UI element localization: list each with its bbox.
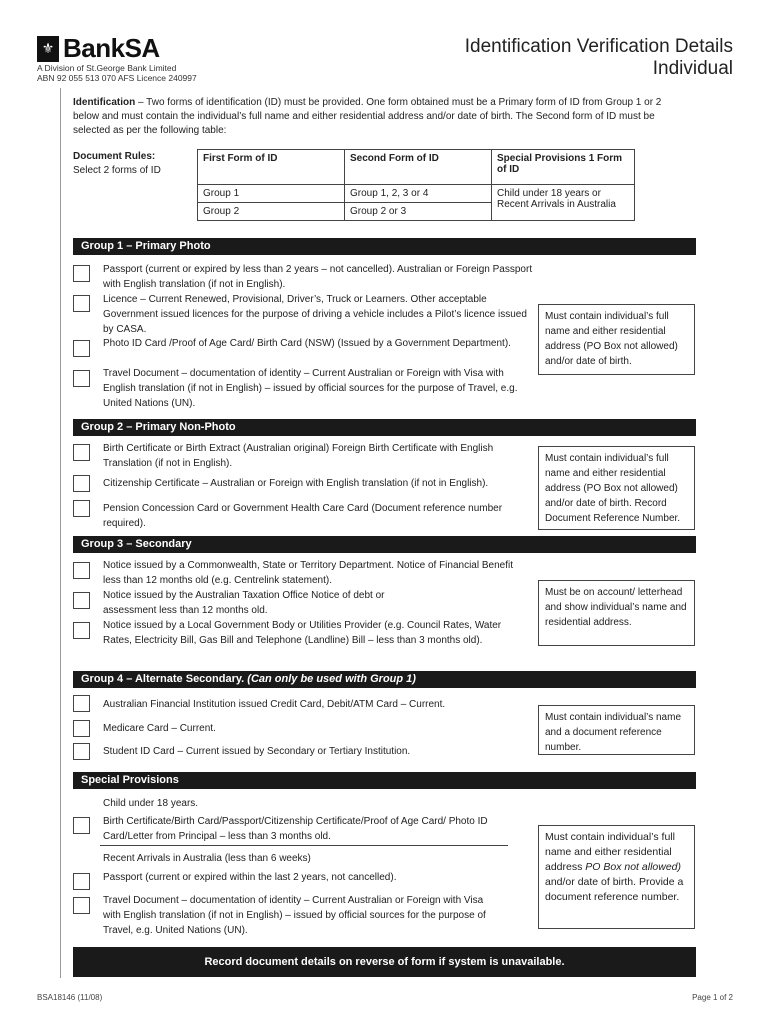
group4-item-medicare: Medicare Card – Current.: [103, 723, 216, 734]
group4-item-student-id: Student ID Card – Current issued by Secondary or Tertiary Institution.: [103, 746, 411, 757]
group1-checkbox-photo-id[interactable]: [73, 340, 90, 357]
group4-header: [73, 671, 696, 688]
record-bar: Record document details on reverse of form if system is unavailable.: [73, 947, 696, 977]
group2-checkbox-pension[interactable]: [73, 500, 90, 517]
group3-item-commonwealth: Notice issued by a Commonwealth, State or Territory Department. Notice of Financial Benefit less than 12 months old (e.g. Centrelink statement).: [103, 560, 513, 586]
rules-label: Document Rules:: [73, 151, 156, 162]
division-text: A Division of St.George Bank Limited: [37, 63, 177, 73]
special-heading-arrivals: Recent Arrivals in Australia (less than 6 weeks): [103, 853, 311, 864]
group4-title-note: (Can only be used with Group 1): [247, 673, 416, 685]
title-line-1: Identification Verification Details: [464, 36, 733, 57]
group1-header: Group 1 – Primary Photo: [73, 238, 696, 255]
group3-item-local-gov: Notice issued by a Local Government Body or Utilities Provider (e.g. Council Rates, Water Rates, Electricity Bill, Gas Bill and Telephone (Landline) Bill – less than 3 months old).: [103, 620, 502, 646]
group4-checkbox-credit-card[interactable]: [73, 695, 90, 712]
intro-paragraph: [73, 96, 663, 138]
rules-table: [197, 149, 635, 221]
special-note-c: and/or date of birth. Provide a document reference number.: [545, 876, 684, 903]
group1-item-passport: Passport (current or expired by less than 2 years – not cancelled). Australian or Foreign Passport with English translation (if not in English).: [103, 264, 533, 290]
special-item-passport: Passport (current or expired within the last 2 years, not cancelled).: [103, 872, 397, 883]
rules-header-first: First Form of ID: [198, 150, 345, 185]
group3-note: Must be on account/ letterhead and show individual’s name and residential address.: [538, 580, 695, 646]
banksa-emblem-icon: ⚜: [37, 36, 59, 62]
group2-checkbox-citizenship[interactable]: [73, 475, 90, 492]
brand-logo: [37, 33, 160, 64]
special-item-travel: Travel Document – documentation of identity – Current Australian or Foreign with Visa with English translation (if not in English) – issued by official sources for the purpose of Travel, e.g. United Nations (UN).: [103, 895, 486, 936]
rules-header-second: Second Form of ID: [345, 150, 492, 185]
group3-checkbox-local-gov[interactable]: [73, 622, 90, 639]
special-checkbox-child[interactable]: [73, 817, 90, 834]
group4-note: Must contain individual’s name and a document reference number.: [538, 705, 695, 755]
rules-cell: Group 2: [198, 203, 345, 221]
title-line-2: Individual: [652, 58, 733, 79]
special-note-a: Must contain individual’s full name and either residential address: [545, 831, 675, 873]
group4-checkbox-student-id[interactable]: [73, 743, 90, 760]
special-header: Special Provisions: [73, 772, 696, 789]
group1-note: Must contain individual’s full name and either residential address (PO Box not allowed) and/or date of birth.: [538, 304, 695, 375]
special-checkbox-passport[interactable]: [73, 873, 90, 890]
group3-item-ato: Notice issued by the Australian Taxation Office Notice of debt or assessment less than 12 months old.: [103, 590, 385, 616]
group1-item-photo-id: Photo ID Card /Proof of Age Card/ Birth Card (NSW) (Issued by a Government Department).: [103, 338, 511, 349]
group1-checkbox-travel[interactable]: [73, 370, 90, 387]
page-number: Page 1 of 2: [692, 993, 733, 1002]
group3-checkbox-commonwealth[interactable]: [73, 562, 90, 579]
form-code: BSA18146 (11/08): [37, 993, 103, 1002]
special-item-child: Birth Certificate/Birth Card/Passport/Citizenship Certificate/Proof of Age Card/ Photo ID Card/Letter from Principal – less than 3 months old.: [103, 816, 488, 842]
rules-cell-special: Child under 18 years or Recent Arrivals in Australia: [492, 185, 635, 221]
special-note: [538, 825, 695, 929]
divider: [100, 845, 508, 846]
special-note-b: PO Box not allowed): [585, 861, 681, 873]
abn-text: ABN 92 055 513 070 AFS Licence 240997: [37, 73, 197, 83]
group4-title: Group 4 – Alternate Secondary.: [81, 673, 245, 685]
group2-item-birth: Birth Certificate or Birth Extract (Australian original) Foreign Birth Certificate with English Translation (if not in English).: [103, 443, 494, 469]
group1-item-licence: Licence – Current Renewed, Provisional, Driver’s, Truck or Learners. Other acceptable Government issued licences for the purpose of driving a vehicle includes a Pilot’s licence issued by CASA.: [103, 294, 527, 335]
rules-label-block: [73, 150, 161, 178]
special-heading-child: Child under 18 years.: [103, 798, 199, 809]
rules-cell: Group 1, 2, 3 or 4: [345, 185, 492, 203]
rules-cell: Group 2 or 3: [345, 203, 492, 221]
intro-label: Identification: [73, 97, 136, 108]
brand-name: BankSA: [63, 33, 160, 63]
group2-item-citizenship: Citizenship Certificate – Australian or Foreign with English translation (if not in English).: [103, 478, 489, 489]
group1-checkbox-licence[interactable]: [73, 295, 90, 312]
group1-item-travel: Travel Document – documentation of identity – Current Australian or Foreign with Visa with English translation (if not in English) – issued by official sources for the purpose of Travel, e.g. United Nations (UN).: [103, 368, 518, 409]
group2-note: Must contain individual’s full name and either residential address (PO Box not allowed) and/or date of birth. Record Document Reference Number.: [538, 446, 695, 530]
group2-item-pension: Pension Concession Card or Government Health Care Card (Document reference number required).: [103, 503, 503, 529]
group3-checkbox-ato[interactable]: [73, 592, 90, 609]
special-checkbox-travel[interactable]: [73, 897, 90, 914]
intro-text: – Two forms of identification (ID) must be provided. One form obtained must be a Primary form of ID from Group 1 or 2 below and must contain the individual’s full name and either residential address and/or date of birth. The Second form of ID must be selected as per the following table:: [73, 97, 662, 136]
rules-header-special: Special Provisions 1 Form of ID: [492, 150, 635, 185]
page-title: [465, 36, 733, 80]
group2-header: Group 2 – Primary Non-Photo: [73, 419, 696, 436]
rules-sub: Select 2 forms of ID: [73, 165, 161, 176]
group4-item-credit-card: Australian Financial Institution issued Credit Card, Debit/ATM Card – Current.: [103, 699, 446, 710]
group2-checkbox-birth[interactable]: [73, 444, 90, 461]
group1-checkbox-passport[interactable]: [73, 265, 90, 282]
group3-header: Group 3 – Secondary: [73, 536, 696, 553]
rules-cell: Group 1: [198, 185, 345, 203]
group4-checkbox-medicare[interactable]: [73, 720, 90, 737]
